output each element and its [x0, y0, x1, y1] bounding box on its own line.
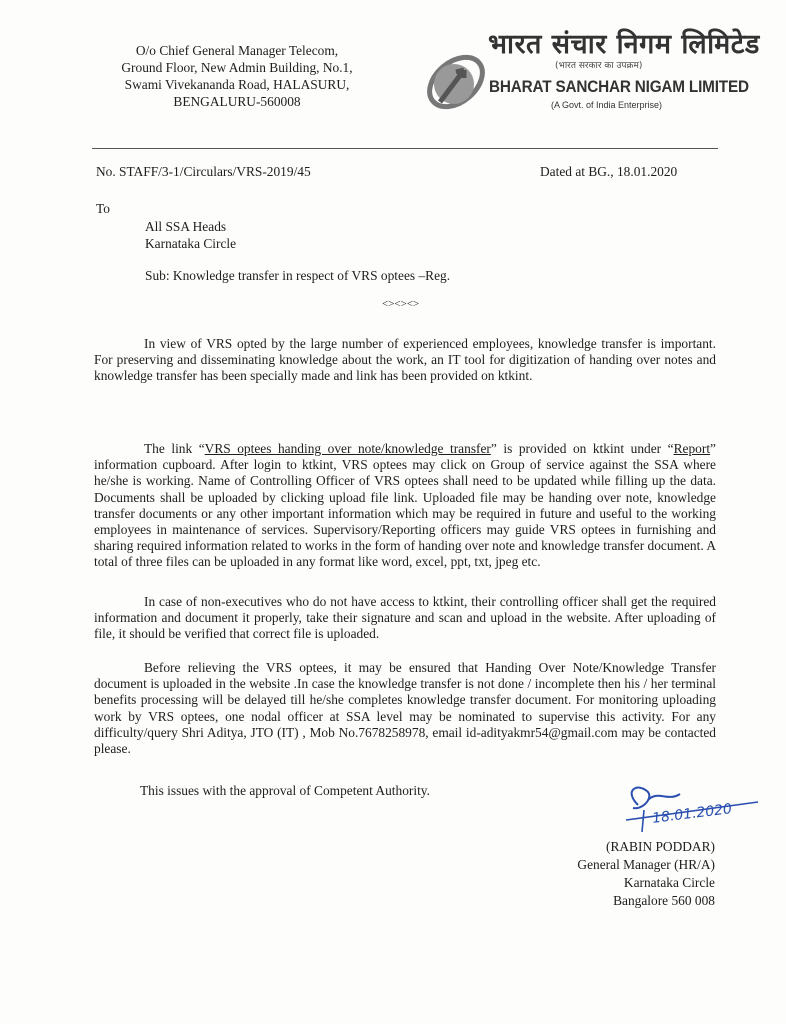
- report-text: Report: [673, 441, 711, 456]
- org-sub-hindi: (भारत सरकार का उपक्रम): [555, 61, 643, 71]
- text: ” is provided on ktkint under “: [490, 441, 674, 456]
- paragraph-1: In view of VRS opted by the large number of experienced employees, knowledge transfer is important. For preserving and disseminating knowledge about the work, an IT tool for digitization of handing over notes and knowledge transfer has been specially made and link has been provided on ktkint.: [94, 336, 716, 384]
- signatory-city: Bangalore 560 008: [613, 893, 715, 908]
- letter-date: Dated at BG., 18.01.2020: [540, 164, 678, 179]
- link-text: VRS optees handing over note/knowledge transfer: [204, 441, 491, 456]
- subject-line: Sub: Knowledge transfer in respect of VRS optees –Reg.: [145, 268, 451, 283]
- signatory-block: [577, 838, 715, 910]
- signatory-circle: Karnataka Circle: [623, 875, 715, 890]
- bsnl-logo-icon: [420, 40, 490, 120]
- text: The link “: [144, 441, 205, 456]
- text: ” information cupboard. After login to ktkint, VRS optees may click on Group of service against the SSA where he/she is working. Name of Controlling Officer of VRS optees shall need to be updated while filling up the data. Documents shall be uploaded by clicking upload file link. Uploaded file may be handing over note, knowledge transfer documents or any other important information which may be required in future and useful to the working employees in maintenance of services. Supervisory/Reporting officers may guide VRS optees in furnishing and sharing required information related to works in the form of handing over note and knowledge transfer document. A total of three files can be uploaded in any format like word, excel, ppt, txt, jpeg etc.: [94, 441, 716, 570]
- paragraph-4: Before relieving the VRS optees, it may be ensured that Handing Over Note/Knowledge Transfer document is uploaded in the website .In case the knowledge transfer is not done / incomplete then his / her terminal benefits processing will be delayed till he/she completes knowledge transfer document. For monitoring uploading work by VRS optees, one nodal officer at SSA level may be nominated to supervise this activity. For any difficulty/query Shri Aditya, JTO (IT) , Mob No.7678258978, email id-adityakmr54@gmail.com may be contacted please.: [94, 660, 716, 757]
- address-line: BENGALURU-560008: [173, 94, 301, 109]
- handwritten-signature: [618, 780, 768, 835]
- approval-line: This issues with the approval of Competent Authority.: [140, 783, 430, 798]
- org-name-hindi: भारत संचार निगम लिमिटेड: [488, 29, 760, 60]
- address-line: O/o Chief General Manager Telecom,: [135, 43, 339, 58]
- header-divider: [92, 148, 718, 149]
- signatory-name: (RABIN PODDAR): [606, 839, 715, 854]
- recipient-line: Karnataka Circle: [145, 236, 237, 251]
- signatory-designation: General Manager (HR/A): [577, 857, 715, 872]
- org-subtitle: (A Govt. of India Enterprise): [551, 100, 663, 110]
- paragraph-3: In case of non-executives who do not have access to ktkint, their controlling officer shall get the required information and document it properly, take their signature and scan and upload in the website. After uploading of file, it should be verified that correct file is uploaded.: [94, 594, 716, 642]
- separator: <><><>: [382, 298, 420, 310]
- address-line: Ground Floor, New Admin Building, No.1,: [121, 60, 353, 75]
- recipient-block: [145, 218, 236, 252]
- paragraph-2: [94, 441, 716, 571]
- signature-date: 18.01.2020: [651, 801, 733, 827]
- recipient-line: All SSA Heads: [145, 219, 227, 234]
- sender-address: [92, 42, 382, 110]
- address-line: Swami Vivekananda Road, HALASURU,: [124, 77, 350, 92]
- reference-number: No. STAFF/3-1/Circulars/VRS-2019/45: [96, 164, 311, 179]
- to-label: To: [96, 201, 110, 216]
- org-name: BHARAT SANCHAR NIGAM LIMITED: [489, 77, 749, 96]
